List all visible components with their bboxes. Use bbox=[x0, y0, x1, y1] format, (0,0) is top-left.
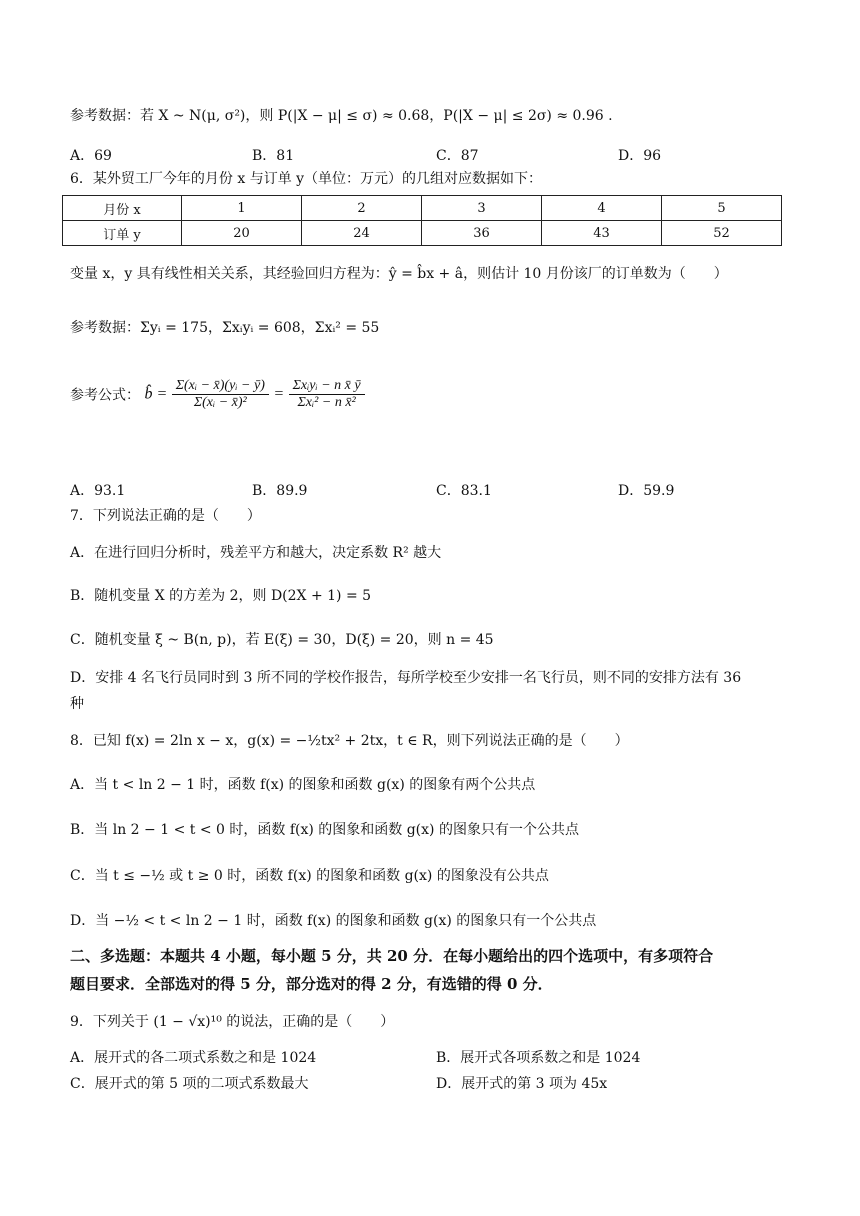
q6-reference-data: 参考数据：Σyᵢ = 175，Σxᵢyᵢ = 608，Σxᵢ² = 55 bbox=[70, 320, 380, 336]
q7-option-d: D．安排 4 名飞行员同时到 3 所不同的学校作报告，每所学校至少安排一名飞行员，则不同的安排方法有 36 bbox=[70, 670, 742, 686]
table-cell: 24 bbox=[302, 221, 422, 246]
table-cell: 订单 y bbox=[63, 221, 182, 246]
formula-numerator-1: Σ(xᵢ − x̄)(yᵢ − ȳ) bbox=[172, 378, 269, 395]
q6-option-b: B．89.9 bbox=[252, 483, 308, 499]
table-row bbox=[63, 221, 782, 246]
q9-stem: 9．下列关于 (1 − √x)¹⁰ 的说法，正确的是（ ） bbox=[70, 1014, 395, 1030]
q6-stem: 6．某外贸工厂今年的月份 x 与订单 y（单位：万元）的几组对应数据如下： bbox=[70, 171, 543, 187]
formula-lhs: b̂ = bbox=[144, 385, 168, 403]
formula-fraction-2 bbox=[289, 378, 365, 411]
table-cell: 20 bbox=[182, 221, 302, 246]
q6-regression-text: 变量 x，y 具有线性相关关系，其经验回归方程为：ŷ = b̂x + â，则估计 10 月份该厂的订单数为（ ） bbox=[70, 266, 728, 282]
q5-option-c: C．87 bbox=[436, 148, 479, 164]
q6-option-d: D．59.9 bbox=[618, 483, 675, 499]
table-cell: 2 bbox=[302, 196, 422, 221]
table-cell: 52 bbox=[662, 221, 782, 246]
q8-option-d: D．当 −½ < t < ln 2 − 1 时，函数 f(x) 的图象和函数 g(x) 的图象只有一个公共点 bbox=[70, 913, 597, 929]
table-cell: 36 bbox=[422, 221, 542, 246]
section-2-heading-line-1: 二、多选题：本题共 4 小题，每小题 5 分，共 20 分．在每小题给出的四个选项中，有多项符合 bbox=[70, 947, 714, 965]
q8-option-a: A．当 t < ln 2 − 1 时，函数 f(x) 的图象和函数 g(x) 的图象有两个公共点 bbox=[70, 777, 536, 793]
q9-option-a: A．展开式的各二项式系数之和是 1024 bbox=[70, 1050, 317, 1066]
formula-denominator-2: Σxᵢ² − n x̄² bbox=[297, 395, 356, 410]
table-cell: 月份 x bbox=[63, 196, 182, 221]
q5-option-b: B．81 bbox=[252, 148, 295, 164]
formula-fraction-1 bbox=[172, 378, 269, 411]
section-2-heading-line-2: 题目要求．全部选对的得 5 分，部分选对的得 2 分，有选错的得 0 分． bbox=[70, 975, 553, 993]
q5-reference-data: 参考数据：若 X ~ N(μ, σ²)，则 P(|X − μ| ≤ σ) ≈ 0.68，P(|X − μ| ≤ 2σ) ≈ 0.96 . bbox=[70, 108, 613, 124]
table-cell: 43 bbox=[542, 221, 662, 246]
q9-option-b: B．展开式各项系数之和是 1024 bbox=[436, 1050, 641, 1066]
q6-reference-formula bbox=[70, 378, 365, 411]
q7-option-b: B．随机变量 X 的方差为 2，则 D(2X + 1) = 5 bbox=[70, 588, 372, 604]
formula-equals: = bbox=[273, 385, 285, 403]
q9-option-d: D．展开式的第 3 项为 45x bbox=[436, 1076, 608, 1092]
q8-option-b: B．当 ln 2 − 1 < t < 0 时，函数 f(x) 的图象和函数 g(x) 的图象只有一个公共点 bbox=[70, 822, 579, 838]
q8-option-c: C．当 t ≤ −½ 或 t ≥ 0 时，函数 f(x) 的图象和函数 g(x) 的图象没有公共点 bbox=[70, 868, 549, 884]
q6-data-table bbox=[62, 195, 782, 246]
q6-option-c: C．83.1 bbox=[436, 483, 492, 499]
table-cell: 1 bbox=[182, 196, 302, 221]
formula-denominator-1: Σ(xᵢ − x̄)² bbox=[193, 395, 247, 410]
q8-stem: 8．已知 f(x) = 2ln x − x，g(x) = −½tx² + 2tx，t ∈ R，则下列说法正确的是（ ） bbox=[70, 733, 629, 749]
q9-option-c: C．展开式的第 5 项的二项式系数最大 bbox=[70, 1076, 309, 1092]
q6-option-a: A．93.1 bbox=[70, 483, 126, 499]
table-cell: 4 bbox=[542, 196, 662, 221]
q5-option-a: A．69 bbox=[70, 148, 112, 164]
q7-option-d-continued: 种 bbox=[70, 696, 84, 712]
formula-label: 参考公式： bbox=[70, 387, 140, 404]
table-row bbox=[63, 196, 782, 221]
q7-option-c: C．随机变量 ξ ~ B(n, p)，若 E(ξ) = 30，D(ξ) = 20，则 n = 45 bbox=[70, 632, 494, 648]
table-cell: 3 bbox=[422, 196, 542, 221]
q7-option-a: A．在进行回归分析时，残差平方和越大，决定系数 R² 越大 bbox=[70, 545, 442, 561]
q7-stem: 7．下列说法正确的是（ ） bbox=[70, 508, 261, 524]
formula-numerator-2: Σxᵢyᵢ − n x̄ ȳ bbox=[289, 378, 365, 395]
table-cell: 5 bbox=[662, 196, 782, 221]
q5-option-d: D．96 bbox=[618, 148, 662, 164]
